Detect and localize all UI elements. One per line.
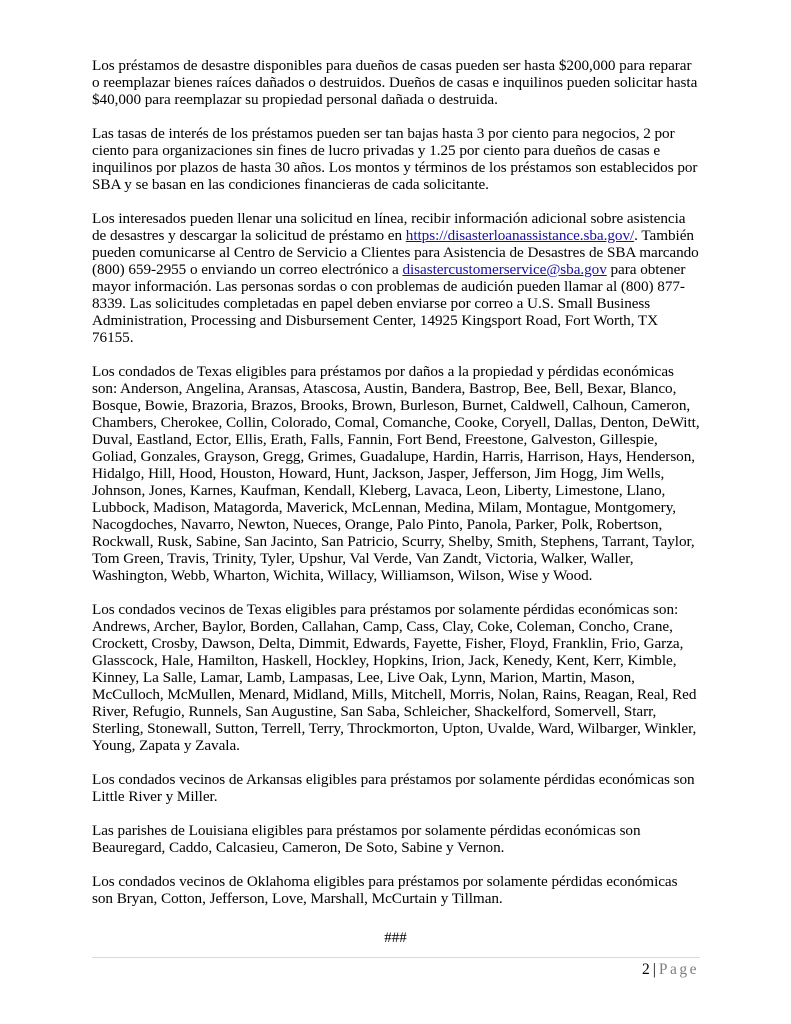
page-label: Page <box>658 961 699 978</box>
page-footer <box>642 961 699 979</box>
customer-service-email-link[interactable]: disastercustomerservice@sba.gov <box>402 261 607 278</box>
paragraph-home-loan-limits: Los préstamos de desastre disponibles para dueños de casas pueden ser hasta $200,000 para reparar o reemplazar bienes raíces dañados o destruidos. Dueños de casas e inquilinos pueden solicitar hasta $40,000 para reemplazar su propiedad personal dañada o destruida. <box>92 57 698 108</box>
document-body <box>92 57 702 924</box>
paragraph-texas-contiguous-counties: Los condados vecinos de Texas eligibles para préstamos por solamente pérdidas económicas son: Andrews, Archer, Baylor, Borden, Callahan, Camp, Cass, Clay, Coke, Coleman, Concho, Crane, Crockett, Crosby, Dawson, Delta, Dimmit, Edwards, Fayette, Fisher, Floyd, Franklin, Frio, Garza, Glasscock, Hale, Hamilton, Haskell, Hockley, Hopkins, Irion, Jack, Kenedy, Kent, Kerr, Kimble, Kinney, La Salle, Lamar, Lamb, Lampasas, Lee, Live Oak, Lynn, Marion, Martin, Mason, McCulloch, McMullen, Menard, Midland, Mills, Mitchell, Morris, Nolan, Rains, Reagan, Real, Red River, Refugio, Runnels, San Augustine, San Saba, Schleicher, Shackelford, Somervell, Starr, Sterling, Stonewall, Sutton, Terrell, Terry, Throckmorton, Upton, Uvalde, Ward, Wilbarger, Winkler, Young, Zapata y Zavala. <box>92 601 697 754</box>
end-of-release-marker: ### <box>384 930 407 946</box>
paragraph-arkansas-counties: Los condados vecinos de Arkansas eligibles para préstamos por solamente pérdidas económicas son Little River y Miller. <box>92 771 695 805</box>
footer-divider <box>92 957 700 958</box>
paragraph-how-to-apply <box>92 210 702 346</box>
apply-text-part-1: Los interesados pueden llenar una solicitud en línea, recibir información adicional sobre asistencia de desastres y descargar la solicitud de préstamo en <box>92 210 686 244</box>
page-number: 2 <box>642 961 650 978</box>
footer-separator: | <box>652 961 656 978</box>
paragraph-louisiana-parishes: Las parishes de Louisiana eligibles para préstamos por solamente pérdidas económicas son Beauregard, Caddo, Calcasieu, Cameron, De Soto, Sabine y Vernon. <box>92 822 641 856</box>
apply-text-part-2: . También pueden comunicarse al Centro de Servicio a Clientes para Asistencia de Desastres de SBA marcando (800) 659-2955 o enviando un correo electrónico a <box>92 227 699 278</box>
paragraph-interest-rates: Las tasas de interés de los préstamos pueden ser tan bajas hasta 3 por ciento para negocios, 2 por ciento para organizaciones sin fines de lucro privadas y 1.25 por ciento para dueños de casas e inquilinos por plazos de hasta 30 años. Los montos y términos de los préstamos son establecidos por SBA y se basan en las condiciones financieras de cada solicitante. <box>92 125 698 193</box>
apply-text-part-3: para obtener mayor información. Las personas sordas o con problemas de audición pueden llamar al (800) 877-8339. Las solicitudes completadas en papel deben enviarse por correo a U.S. Small Business Administration, Processing and Disbursement Center, 14925 Kingsport Road, Fort Worth, TX 76155. <box>92 261 686 346</box>
application-website-link[interactable]: https://disasterloanassistance.sba.gov/ <box>405 227 635 244</box>
paragraph-oklahoma-counties: Los condados vecinos de Oklahoma eligibles para préstamos por solamente pérdidas económicas son Bryan, Cotton, Jefferson, Love, Marshall, McCurtain y Tillman. <box>92 873 678 907</box>
paragraph-texas-primary-counties: Los condados de Texas eligibles para préstamos por daños a la propiedad y pérdidas económicas son: Anderson, Angelina, Aransas, Atascosa, Austin, Bandera, Bastrop, Bee, Bell, Bexar, Blanco, Bosque, Bowie, Brazoria, Brazos, Brooks, Brown, Burleson, Burnet, Caldwell, Calhoun, Cameron, Chambers, Cherokee, Collin, Colorado, Comal, Comanche, Cooke, Coryell, Dallas, Denton, DeWitt, Duval, Eastland, Ector, Ellis, Erath, Falls, Fannin, Fort Bend, Freestone, Galveston, Gillespie, Goliad, Gonzales, Grayson, Gregg, Grimes, Guadalupe, Hardin, Harris, Harrison, Hays, Henderson, Hidalgo, Hill, Hood, Houston, Howard, Hunt, Jackson, Jasper, Jefferson, Jim Hogg, Jim Wells, Johnson, Jones, Karnes, Kaufman, Kendall, Kleberg, Lavaca, Leon, Liberty, Limestone, Llano, Lubbock, Madison, Matagorda, Maverick, McLennan, Medina, Milam, Montague, Montgomery, Nacogdoches, Navarro, Newton, Nueces, Orange, Palo Pinto, Panola, Parker, Polk, Robertson, Rockwall, Rusk, Sabine, San Jacinto, San Patricio, Scurry, Shelby, Smith, Stephens, Tarrant, Taylor, Tom Green, Travis, Trinity, Tyler, Upshur, Val Verde, Van Zandt, Victoria, Walker, Waller, Washington, Webb, Wharton, Wichita, Willacy, Williamson, Wilson, Wise y Wood. <box>92 363 700 584</box>
